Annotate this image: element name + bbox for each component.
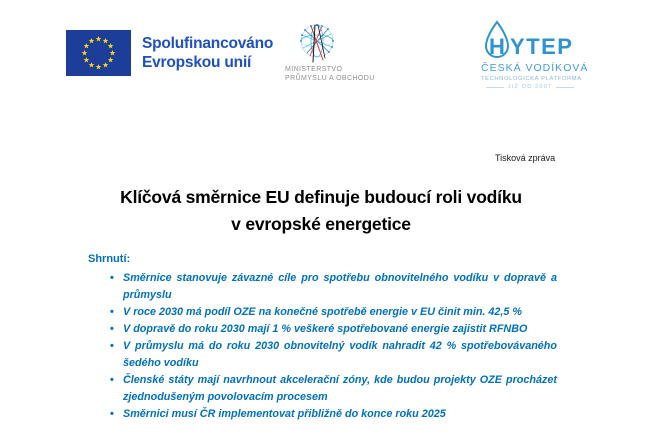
eu-flag-icon [66, 30, 131, 76]
summary-bullet-4: • V průmyslu má do roku 2030 obnovitelný vodík nahradit 42 % spotřebovávaného šedého vodíku [123, 338, 557, 372]
hytep-wordmark [481, 20, 579, 60]
summary-bullet-6: • Směrnici musí ČR implementovat přibližně do konce roku 2025 [123, 406, 557, 423]
summary-heading: Shrnutí: [88, 253, 131, 265]
page-title-line2: v evropské energetice [231, 214, 411, 234]
hytep-initial: H [489, 34, 505, 59]
eu-cofunded-logo [66, 30, 273, 76]
tagline-line-left [486, 87, 504, 88]
ministry-logo [285, 22, 389, 83]
press-release-label: Tisková zpráva [495, 153, 556, 163]
summary-section [88, 253, 557, 423]
ministry-name-line1: MINISTERSTVO [285, 66, 343, 73]
hytep-subtitle: ČESKÁ VODÍKOVÁ [481, 62, 589, 74]
tagline-line-right [556, 87, 574, 88]
ministry-name [285, 65, 389, 83]
ministry-name-line2: PRŮMYSLU A OBCHODU [285, 75, 375, 82]
summary-bullet-1: • Směrnice stanovuje závazné cíle pro spotřebu obnovitelného vodíku v dopravě a průmyslu [123, 270, 557, 304]
eu-cofunded-text [142, 34, 273, 72]
globe-network-icon [297, 22, 337, 64]
hytep-rest: YTEP [510, 34, 574, 59]
hytep-logo [481, 20, 589, 90]
page-title-line1: Klíčová směrnice EU definuje budoucí roli vodíku [120, 187, 522, 207]
hytep-subtitle2: TECHNOLOGICKÁ PLATFORMA [481, 76, 582, 82]
page-title [28, 184, 614, 238]
summary-bullet-list [88, 270, 557, 423]
summary-bullet-2: • V roce 2030 má podíl OZE na konečné spotřebě energie v EU činit min. 42,5 % [123, 304, 557, 321]
hytep-tagline [481, 84, 579, 90]
summary-bullet-3: • V dopravě do roku 2030 mají 1 % veškeré spotřebované energie zajistit RFNBO [123, 321, 557, 338]
eu-cofunded-line2: Evropskou unií [142, 54, 252, 71]
hytep-tagline-text: JIŽ OD 2007 [507, 84, 553, 90]
eu-cofunded-line1: Spolufinancováno [142, 35, 274, 52]
summary-bullet-5: • Členské státy mají navrhnout akcelerační zóny, kde budou projekty OZE procházet zjednodušeným povolovacím procesem [123, 372, 557, 406]
